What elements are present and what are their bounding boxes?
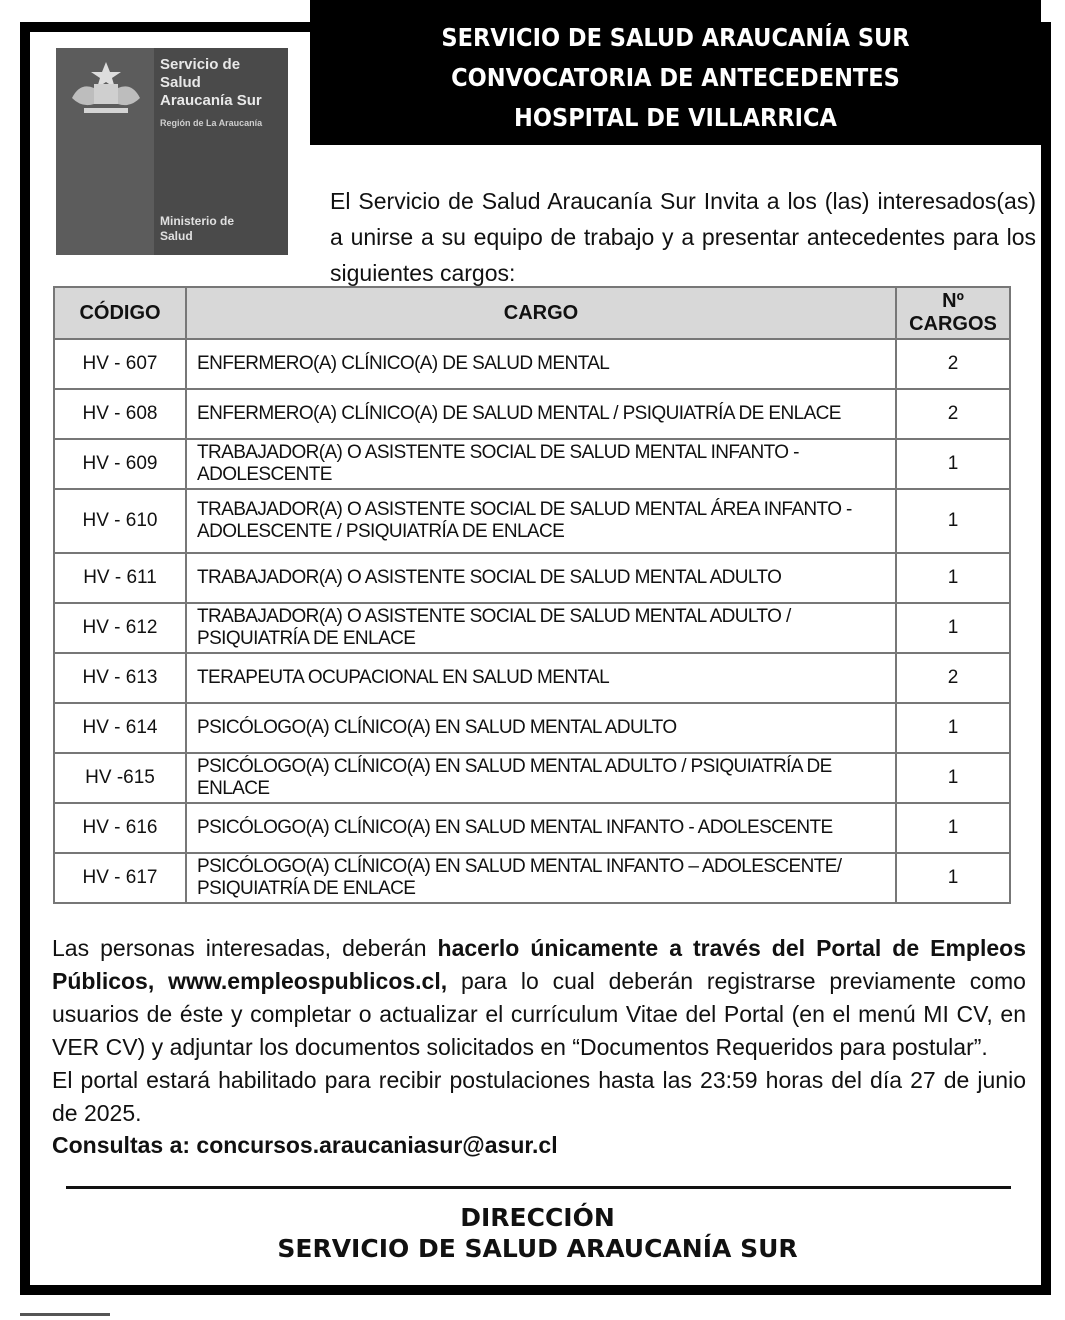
table-row [54,389,1010,439]
row-cargo: PSICÓLOGO(A) CLÍNICO(A) EN SALUD MENTAL ADULTO [186,703,896,753]
row-code: HV - 607 [54,339,186,389]
instructions [52,932,1026,1130]
table-header-row [54,287,1010,339]
row-code: HV - 609 [54,439,186,489]
footer-line-1: DIRECCIÓN [460,1203,615,1232]
intro-paragraph: El Servicio de Salud Araucanía Sur Invita a los (las) interesados(as) a unirse a su equipo de trabajo y a presentar antecedentes para los siguientes cargos: [330,188,1036,286]
row-count: 2 [896,653,1010,703]
ministry-logo [56,48,288,255]
row-cargo: TRABAJADOR(A) O ASISTENTE SOCIAL DE SALUD MENTAL ADULTO [186,553,896,603]
header-count: Nº CARGOS [896,287,1010,339]
table-row [54,753,1010,803]
logo-service-name [160,56,262,110]
logo-ministry-line-1: Ministerio de [160,214,235,228]
row-cargo: TRABAJADOR(A) O ASISTENTE SOCIAL DE SALUD MENTAL ADULTO / PSIQUIATRÍA DE ENLACE [186,603,896,653]
contact-email: Consultas a: concursos.araucaniasur@asur.cl [52,1132,558,1158]
row-code: HV - 614 [54,703,186,753]
row-code: HV - 616 [54,803,186,853]
row-code: HV - 612 [54,603,186,653]
instructions-paragraph [52,932,1026,1064]
row-cargo: PSICÓLOGO(A) CLÍNICO(A) EN SALUD MENTAL ADULTO / PSIQUIATRÍA DE ENLACE [186,753,896,803]
row-count: 2 [896,339,1010,389]
logo-service-line-1: Servicio de [160,56,241,73]
row-cargo: PSICÓLOGO(A) CLÍNICO(A) EN SALUD MENTAL INFANTO – ADOLESCENTE/ PSIQUIATRÍA DE ENLACE [186,853,896,903]
table-row [54,489,1010,553]
positions-table [53,286,1011,904]
logo-service-line-2: Salud [160,74,201,91]
header-line-3: HOSPITAL DE VILLARRICA [514,103,837,132]
divider [66,1186,1011,1189]
row-count: 1 [896,753,1010,803]
logo-region: Región de La Araucanía [160,118,263,128]
table-row [54,853,1010,903]
row-code: HV - 611 [54,553,186,603]
row-cargo: TRABAJADOR(A) O ASISTENTE SOCIAL DE SALUD MENTAL ÁREA INFANTO - ADOLESCENTE / PSIQUIATRÍA DE ENLACE [186,489,896,553]
row-cargo: ENFERMERO(A) CLÍNICO(A) DE SALUD MENTAL / PSIQUIATRÍA DE ENLACE [186,389,896,439]
header-code: CÓDIGO [54,287,186,339]
row-cargo: TRABAJADOR(A) O ASISTENTE SOCIAL DE SALUD MENTAL INFANTO - ADOLESCENTE [186,439,896,489]
logo-ministry [160,214,234,244]
row-count: 1 [896,553,1010,603]
footer-line-2: SERVICIO DE SALUD ARAUCANÍA SUR [277,1234,798,1263]
table-row [54,603,1010,653]
header-title [347,18,1005,138]
row-code: HV - 610 [54,489,186,553]
instructions-portal-bold: hacerlo únicamente a través del Portal de Empleos Públicos, www.empleospublicos.cl, [52,935,1027,994]
deadline-paragraph: El portal estará habilitado para recibir postulaciones hasta las 23:59 horas del día 27 de junio de 2025. [52,1067,1026,1126]
logo-service-line-3: Araucanía Sur [160,92,262,109]
row-count: 1 [896,853,1010,903]
instructions-text-a: Las personas interesadas, deberán [52,935,438,961]
header-cargo: CARGO [186,287,896,339]
row-code: HV - 617 [54,853,186,903]
row-code: HV -615 [54,753,186,803]
row-code: HV - 613 [54,653,186,703]
row-count: 1 [896,439,1010,489]
crop-mark [20,1313,110,1316]
row-cargo: TERAPEUTA OCUPACIONAL EN SALUD MENTAL [186,653,896,703]
table-row [54,553,1010,603]
row-count: 1 [896,803,1010,853]
footer-signature [0,1202,1065,1264]
header-line-2: CONVOCATORIA DE ANTECEDENTES [451,63,900,92]
instructions-text-b: para lo cual deberán registrarse previamente como usuarios de éste y completar o actualizar el currículum Vitae del Portal (en el menú MI CV, en VER CV) y adjuntar los documentos solicitados en “Documentos Requeridos para postular”. [52,968,1026,1060]
row-count: 1 [896,703,1010,753]
logo-left-panel [56,48,154,255]
row-count: 1 [896,603,1010,653]
row-cargo: ENFERMERO(A) CLÍNICO(A) DE SALUD MENTAL [186,339,896,389]
header-band [310,0,1041,145]
row-count: 2 [896,389,1010,439]
logo-ministry-line-2: Salud [160,229,193,243]
table-row [54,339,1010,389]
table-row [54,439,1010,489]
row-code: HV - 608 [54,389,186,439]
row-cargo: PSICÓLOGO(A) CLÍNICO(A) EN SALUD MENTAL INFANTO - ADOLESCENTE [186,803,896,853]
header-line-1: SERVICIO DE SALUD ARAUCANÍA SUR [441,23,910,52]
coat-of-arms-icon [66,58,146,118]
table-row [54,653,1010,703]
table-row [54,703,1010,753]
table-row [54,803,1010,853]
row-count: 1 [896,489,1010,553]
